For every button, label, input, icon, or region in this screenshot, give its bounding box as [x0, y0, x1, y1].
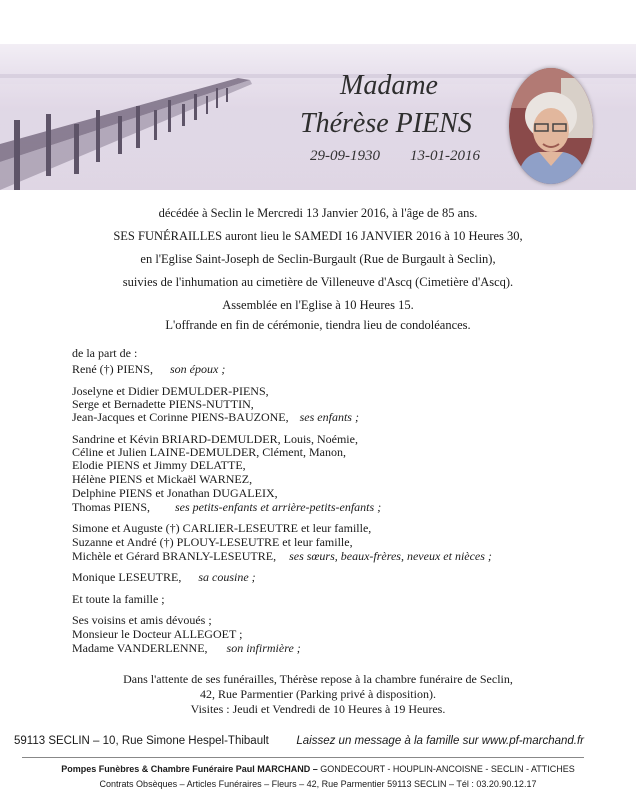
sibling-entry: Suzanne et André (†) PLOUY-LESEUTRE et leur famille,: [72, 535, 353, 549]
grandchild-entry: Hélène PIENS et Mickaël WARNEZ,: [72, 472, 253, 486]
grandchild-name: Thomas PIENS,: [72, 500, 150, 514]
sibling-entry: [72, 549, 492, 564]
sibling-name: Michèle et Gérard BRANLY-LESEUTRE,: [72, 549, 277, 563]
spouse-name: René (†) PIENS,: [72, 362, 153, 376]
sibling-entry: Simone et Auguste (†) CARLIER-LESEUTRE et leur famille,: [72, 521, 372, 535]
nurse-relation: son infirmière ;: [226, 641, 301, 655]
grandchild-entry: Céline et Julien LAINE-DEMULDER, Clément, Manon,: [72, 445, 346, 459]
company-name: Pompes Funèbres & Chambre Funéraire Paul MARCHAND –: [61, 764, 318, 774]
siblings-relation: ses sœurs, beaux-frères, neveux et nièces ;: [289, 549, 492, 563]
child-name: Jean-Jacques et Corinne PIENS-BAUZONE,: [72, 410, 289, 424]
announcement-line: suivies de l'inhumation au cimetière de Villeneuve d'Ascq (Cimetière d'Ascq).: [122, 275, 514, 289]
nurse-entry: [72, 641, 301, 656]
company-line: [0, 764, 636, 774]
footer-divider: [22, 757, 584, 758]
family-intro: de la part de :: [72, 346, 138, 360]
condolence-message-link: Laissez un message à la famille sur www.pf-marchand.fr: [296, 735, 584, 747]
rest-info-line: Dans l'attente de ses funérailles, Thérèse repose à la chambre funéraire de Seclin,: [123, 672, 513, 686]
birth-date: 29-09-1930: [310, 148, 380, 164]
grandchild-entry: Sandrine et Kévin BRIARD-DEMULDER, Louis, Noémie,: [72, 432, 358, 446]
whole-family-line: Et toute la famille ;: [72, 592, 165, 606]
grandchild-entry: Delphine PIENS et Jonathan DUGALEIX,: [72, 486, 278, 500]
cousin-relation: sa cousine ;: [198, 570, 256, 584]
family-spouse: [72, 362, 225, 377]
doctor-entry: Monsieur le Docteur ALLEGOET ;: [72, 627, 243, 641]
death-date: 13-01-2016: [410, 148, 480, 164]
services-line: Contrats Obsèques – Articles Funéraires – Fleurs – 42, Rue Parmentier 59113 SECLIN – Tél : 03.20.90.12.17: [99, 779, 537, 789]
grandchildren-relation: ses petits-enfants et arrière-petits-enfants ;: [175, 500, 382, 514]
announcement-line: SES FUNÉRAILLES auront lieu le SAMEDI 16 JANVIER 2016 à 10 Heures 30,: [113, 229, 523, 243]
cousin-name: Monique LESEUTRE,: [72, 570, 182, 584]
friends-entry: Ses voisins et amis dévoués ;: [72, 613, 212, 627]
honorific-title: Madame: [340, 70, 438, 101]
rest-info-line: 42, Rue Parmentier (Parking privé à disposition).: [200, 687, 436, 701]
company-locations: GONDECOURT - HOUPLIN-ANCOISNE - SECLIN - ATTICHES: [317, 764, 575, 774]
announcement-line: L'offrande en fin de cérémonie, tiendra lieu de condoléances.: [165, 318, 471, 332]
children-relation: ses enfants ;: [299, 410, 359, 424]
portrait-photo: [509, 68, 593, 184]
spouse-relation: son époux ;: [170, 362, 226, 376]
grandchild-entry: [72, 500, 381, 515]
announcement-line: en l'Eglise Saint-Joseph de Seclin-Burgault (Rue de Burgault à Seclin),: [140, 252, 496, 266]
deceased-name: Thérèse PIENS: [300, 108, 472, 139]
grandchild-entry: Elodie PIENS et Jimmy DELATTE,: [72, 458, 246, 472]
funeral-home-address: 59113 SECLIN – 10, Rue Simone Hespel-Thibault: [14, 735, 269, 747]
rest-info-line: Visites : Jeudi et Vendredi de 10 Heures à 19 Heures.: [190, 702, 446, 716]
nurse-name: Madame VANDERLENNE,: [72, 641, 208, 655]
child-entry: Serge et Bernadette PIENS-NUTTIN,: [72, 397, 254, 411]
cousin-entry: [72, 570, 256, 585]
child-entry: [72, 410, 359, 425]
announcement-line: Assemblée en l'Eglise à 10 Heures 15.: [222, 298, 414, 312]
child-entry: Joselyne et Didier DEMULDER-PIENS,: [72, 384, 269, 398]
announcement-line: décédée à Seclin le Mercredi 13 Janvier 2016, à l'âge de 85 ans.: [158, 206, 478, 220]
